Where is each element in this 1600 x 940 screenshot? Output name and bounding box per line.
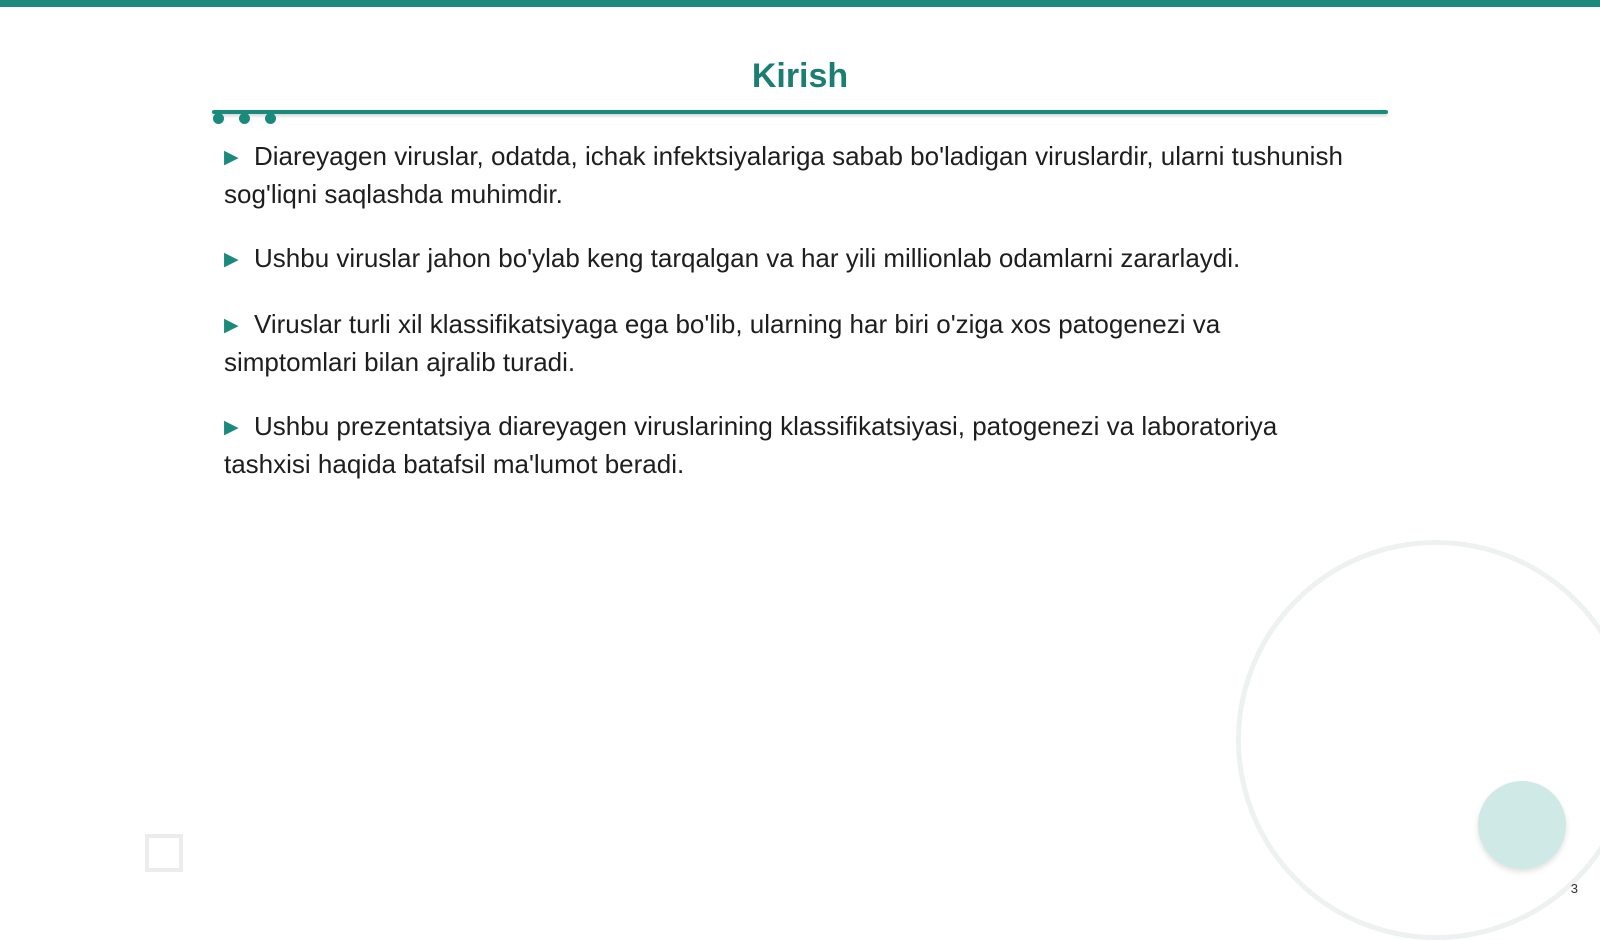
triangle-right-icon: ▶ [224, 315, 239, 336]
bullet-item [224, 240, 1354, 278]
triangle-right-icon: ▶ [224, 147, 239, 168]
bullet-item [224, 306, 1354, 380]
bullet-item [224, 408, 1354, 482]
decor-dot [239, 113, 250, 124]
decor-circle-filled [1478, 781, 1566, 869]
decor-square-outline [145, 834, 183, 872]
title-underline [212, 110, 1388, 114]
bullet-text: Viruslar turli xil klassifikatsiyaga ega bo'lib, ularning har biri o'ziga xos patogenezi va simptomlari bilan ajralib turadi. [224, 309, 1221, 377]
triangle-right-icon: ▶ [224, 249, 239, 270]
page-number: 3 [1570, 881, 1578, 896]
bullet-text: Ushbu viruslar jahon bo'ylab keng tarqalgan va har yili millionlab odamlarni zararlaydi. [254, 243, 1241, 273]
triangle-right-icon: ▶ [224, 417, 239, 438]
decor-dot [213, 113, 224, 124]
top-accent-band [0, 0, 1600, 7]
bullet-text: Diareyagen viruslar, odatda, ichak infektsiyalariga sabab bo'ladigan viruslardir, ularni tushunish sog'liqni saqlashda muhimdir. [224, 141, 1343, 209]
decor-dot [265, 113, 276, 124]
bullet-text: Ushbu prezentatsiya diareyagen viruslarining klassifikatsiyasi, patogenezi va laboratoriya tashxisi haqida batafsil ma'lumot beradi. [224, 411, 1278, 479]
bullet-item [224, 138, 1354, 212]
bullet-list [224, 138, 1354, 510]
slide-title: Kirish [751, 57, 849, 95]
decor-circle-outline [1236, 540, 1600, 940]
